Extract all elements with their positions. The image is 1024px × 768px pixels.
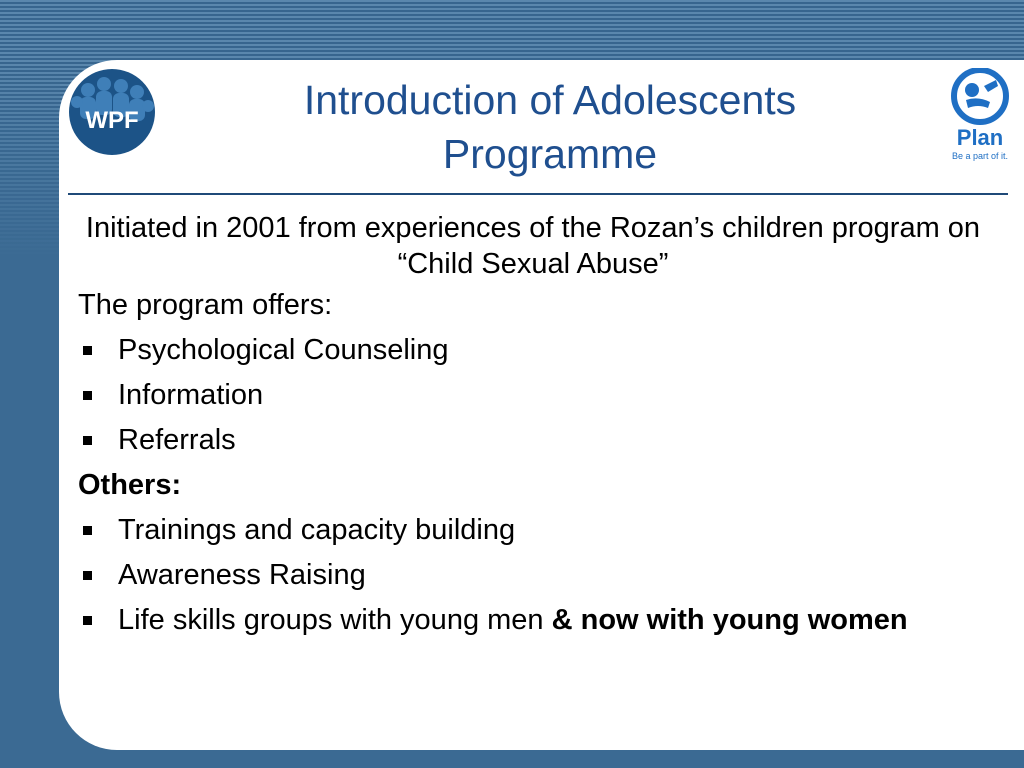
last-bullet-regular: Life skills groups with young men [118,604,552,636]
square-bullet-icon [83,526,92,535]
title-divider [68,193,1008,195]
wpf-logo-text: WPF [85,107,139,134]
plan-tagline: Be a part of it. [951,151,1009,161]
list-item [78,422,988,459]
list-item-text: Information [118,379,264,411]
wpf-logo [68,68,156,156]
slide-title [200,73,900,181]
title-line-2: Programme [442,131,658,177]
list-item [78,602,988,639]
background-fade [0,60,60,260]
plan-logo-text: Plan [956,125,1004,150]
list-item [78,512,988,549]
square-bullet-icon [83,616,92,625]
offers-heading: The program offers: [78,289,333,321]
list-item-text: Referrals [118,424,236,456]
list-item [78,557,988,594]
last-bullet-bold: & now with young women [551,604,908,636]
list-item-text: Awareness Raising [118,559,366,591]
slide-body [78,210,988,647]
list-item-text [118,604,908,636]
square-bullet-icon [83,391,92,400]
square-bullet-icon [83,436,92,445]
others-heading: Others: [78,469,182,501]
plan-figure-icon [965,83,979,97]
list-item [78,332,988,369]
title-line-1: Introduction of Adolescents [303,77,797,123]
square-bullet-icon [83,346,92,355]
plan-logo [944,68,1016,164]
list-item [78,377,988,414]
intro-text: Initiated in 2001 from experiences of the Rozan’s children program on “Child Sexual Abuse” [85,212,981,280]
list-item-text: Psychological Counseling [118,334,449,366]
square-bullet-icon [83,571,92,580]
list-item-text: Trainings and capacity building [118,514,516,546]
